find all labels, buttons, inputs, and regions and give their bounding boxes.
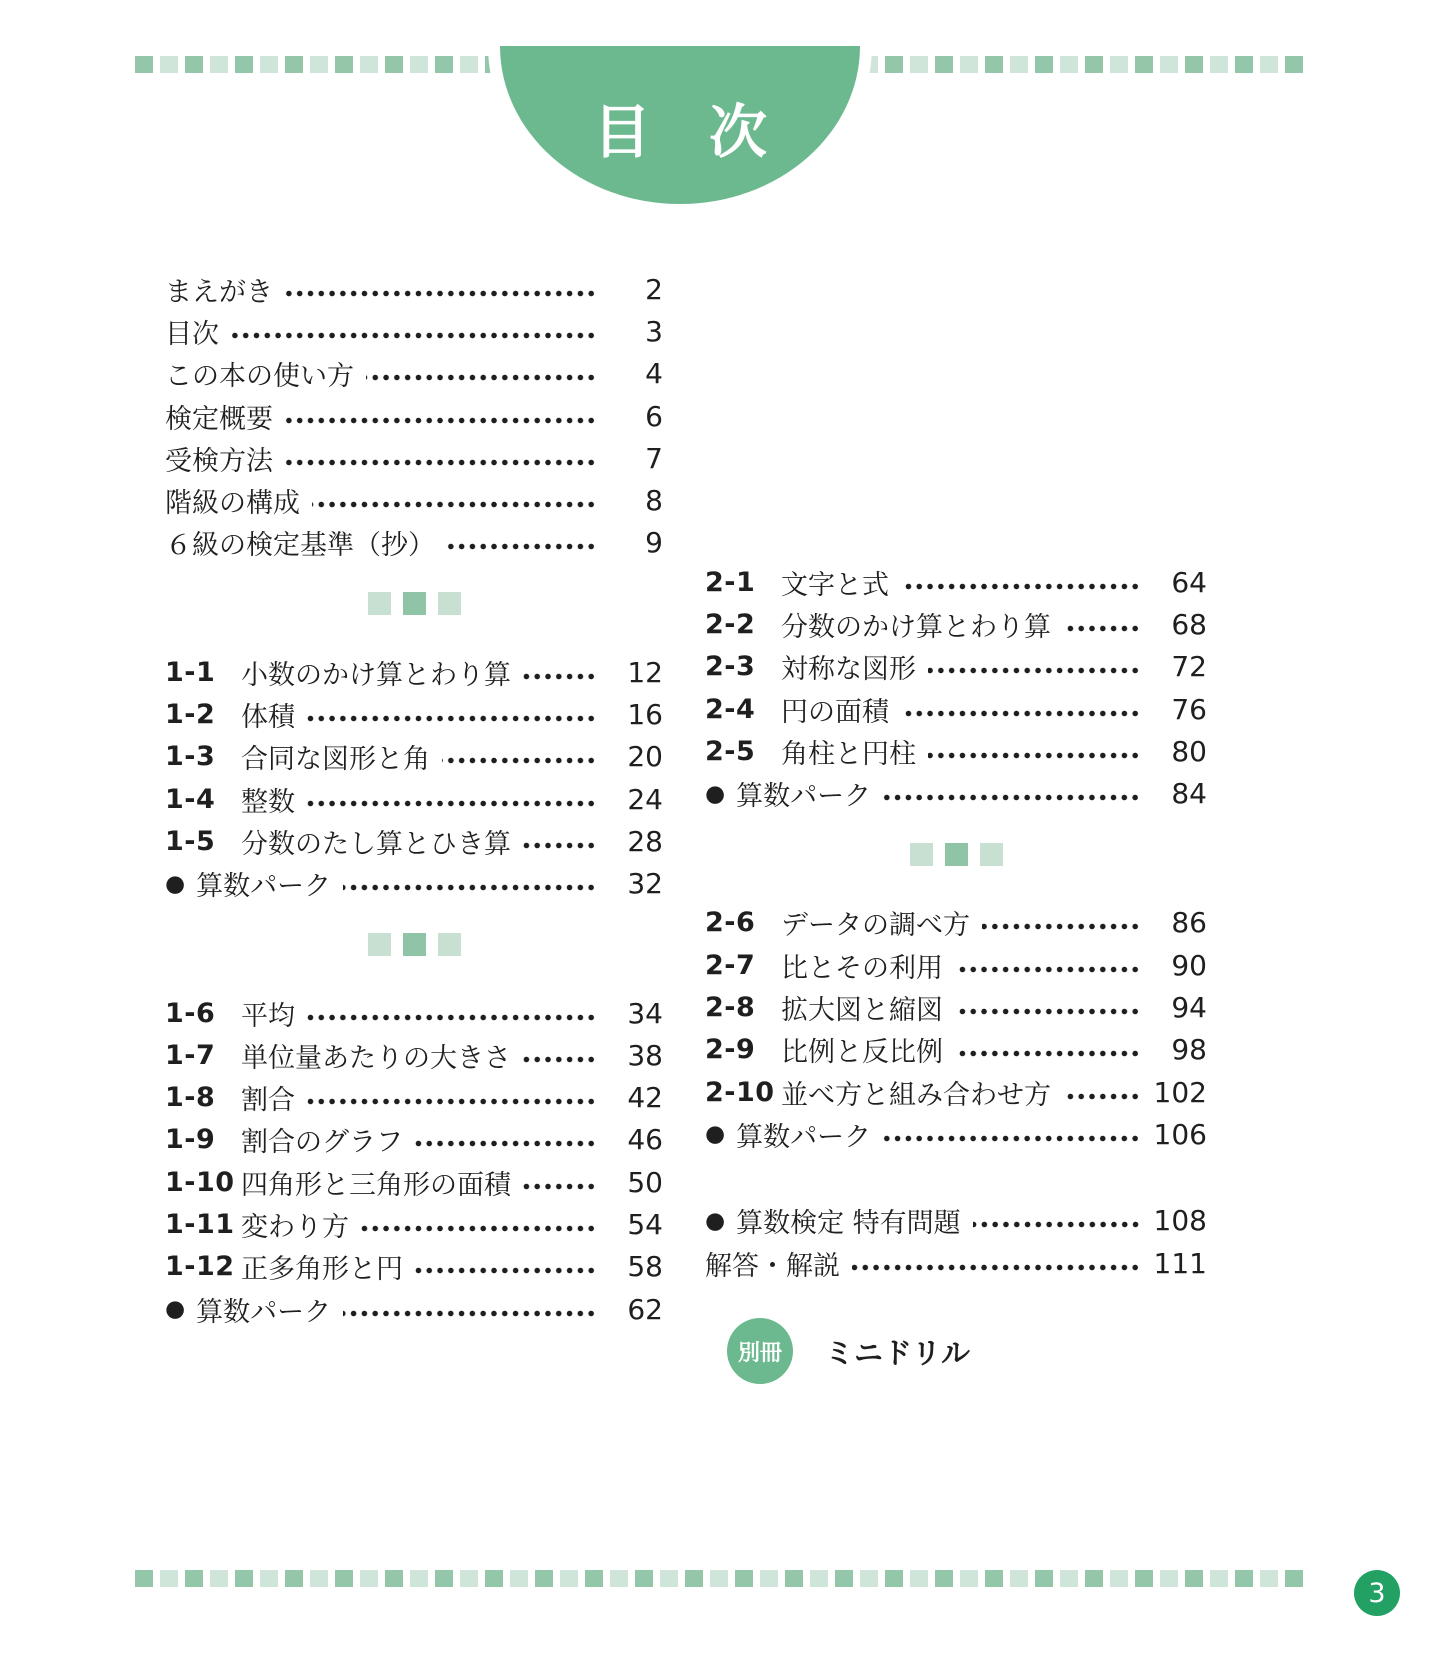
toc-entry-title: 円の面積: [781, 696, 889, 728]
toc-entry-page-number: 34: [627, 996, 663, 1030]
bullet-icon: ●: [165, 870, 186, 897]
chapter2-second-list: [705, 902, 1207, 1156]
separator-square-icon: [403, 592, 426, 615]
toc-entry-page-number: 42: [627, 1081, 663, 1115]
toc-entry: [705, 688, 1207, 730]
chapter1-first-list: [165, 651, 663, 905]
dotted-leader: [285, 290, 599, 297]
dotted-leader: [523, 842, 599, 849]
toc-entry-title: 並べ方と組み合わせ方: [781, 1079, 1051, 1111]
toc-entry-page-number: 76: [1171, 692, 1207, 726]
toc-entry-page-number: 46: [627, 1123, 663, 1157]
toc-entry-title: 算数パーク: [736, 781, 872, 813]
dotted-leader: [1063, 625, 1143, 632]
toc-entry: [165, 1246, 663, 1288]
bullet-icon: ●: [705, 1121, 726, 1148]
toc-entry-section-number: 1-10: [165, 1166, 235, 1198]
toc-entry-title: 対称な図形: [781, 654, 916, 686]
toc-entry: [705, 944, 1207, 986]
toc-entry: [165, 437, 663, 479]
bullet-icon: ●: [705, 780, 726, 807]
toc-entry: [705, 561, 1207, 603]
dotted-leader: [307, 800, 599, 807]
toc-entry-section-number: 2-10: [705, 1076, 775, 1108]
separator-square-icon: [910, 843, 933, 866]
dotted-leader: [312, 501, 599, 508]
toc-entry-title: ６級の検定基準（抄）: [165, 530, 435, 562]
toc-entry-page-number: 72: [1171, 650, 1207, 684]
toc-entry-page-number: 84: [1171, 777, 1207, 811]
dotted-leader: [231, 332, 599, 339]
page-number-badge: 3: [1354, 1570, 1400, 1616]
toc-entry-section-number: 2-9: [705, 1034, 756, 1066]
toc-entry: [165, 479, 663, 521]
toc-entry-page-number: 9: [645, 526, 663, 560]
toc-entry: [705, 1200, 1207, 1242]
toc-entry-page-number: 20: [627, 740, 663, 774]
dotted-leader: [447, 543, 599, 550]
toc-entry-page-number: 7: [645, 441, 663, 475]
toc-entry-section-number: 1-1: [165, 656, 216, 688]
dotted-leader: [1063, 1093, 1143, 1100]
toc-entry: [705, 1071, 1207, 1113]
dotted-leader: [415, 1140, 599, 1147]
toc-entry: [165, 353, 663, 395]
dotted-leader: [523, 1056, 599, 1063]
toc-entry-title: 算数パーク: [196, 871, 332, 903]
toc-entry: [705, 730, 1207, 772]
dotted-leader: [928, 667, 1143, 674]
toc-entry: [705, 1242, 1207, 1284]
toc-entry-section-number: 1-3: [165, 741, 216, 773]
chapter2-first-list: [705, 561, 1207, 815]
page-header-dome: [500, 46, 860, 204]
toc-entry-page-number: 38: [627, 1038, 663, 1072]
section-separator: [165, 933, 663, 956]
toc-entry-page-number: 6: [645, 399, 663, 433]
toc-entry-section-number: 1-12: [165, 1251, 235, 1283]
toc-entry-title: 正多角形と円: [241, 1254, 403, 1286]
toc-entry: [165, 268, 663, 310]
bottom-dashed-border: [135, 1570, 1310, 1587]
toc-entry-section-number: 2-6: [705, 907, 756, 939]
toc-entry-page-number: 8: [645, 484, 663, 518]
toc-entry-section-number: 1-9: [165, 1124, 216, 1156]
toc-entry-section-number: 2-2: [705, 608, 756, 640]
toc-entry-page-number: 2: [645, 272, 663, 306]
toc-entry-title: 変わり方: [241, 1211, 349, 1243]
toc-entry-page-number: 16: [627, 698, 663, 732]
page-title: 目 次: [592, 98, 767, 166]
toc-entry-page-number: 4: [645, 357, 663, 391]
separator-square-icon: [945, 843, 968, 866]
toc-entry-title: 分数のかけ算とわり算: [781, 611, 1051, 643]
separator-square-icon: [368, 933, 391, 956]
toc-entry: [165, 1119, 663, 1161]
dotted-leader: [901, 583, 1143, 590]
toc-entry: [165, 1161, 663, 1203]
toc-entry: [705, 902, 1207, 944]
toc-entry-title: 単位量あたりの大きさ: [241, 1042, 511, 1074]
dotted-leader: [523, 1183, 599, 1190]
dotted-leader: [883, 1135, 1143, 1142]
toc-entry-title: 算数検定 特有問題: [736, 1208, 961, 1240]
toc-entry-title: 割合: [241, 1085, 295, 1117]
extras-list: [705, 1200, 1207, 1285]
toc-entry-page-number: 111: [1153, 1246, 1207, 1280]
separator-square-icon: [403, 933, 426, 956]
chapter1-second-list: [165, 992, 663, 1330]
toc-entry: [165, 310, 663, 352]
toc-entry-title: 解答・解説: [705, 1250, 840, 1282]
toc-entry-page-number: 108: [1153, 1204, 1207, 1238]
toc-entry-page-number: 54: [627, 1207, 663, 1241]
dotted-leader: [955, 966, 1143, 973]
dotted-leader: [901, 710, 1143, 717]
appendix-row: [727, 1318, 1207, 1384]
toc-entry-page-number: 86: [1171, 906, 1207, 940]
dotted-leader: [366, 374, 599, 381]
toc-entry-section-number: 1-5: [165, 825, 216, 857]
toc-entry-title: 小数のかけ算とわり算: [241, 659, 511, 691]
toc-entry-page-number: 64: [1171, 565, 1207, 599]
toc-entry-title: 文字と式: [781, 569, 889, 601]
toc-entry-section-number: 1-2: [165, 699, 216, 731]
toc-entry-section-number: 2-8: [705, 992, 756, 1024]
toc-entry-page-number: 24: [627, 782, 663, 816]
toc-entry: [165, 1288, 663, 1330]
toc-entry: [705, 646, 1207, 688]
toc-entry-title: 体積: [241, 702, 295, 734]
toc-entry-page-number: 32: [627, 867, 663, 901]
toc-entry-section-number: 2-7: [705, 949, 756, 981]
dotted-leader: [982, 923, 1143, 930]
bullet-icon: ●: [165, 1296, 186, 1323]
dotted-leader: [285, 459, 599, 466]
dotted-leader: [852, 1264, 1143, 1271]
dotted-leader: [415, 1267, 599, 1274]
dotted-leader: [343, 884, 599, 891]
toc-entry: [165, 1034, 663, 1076]
toc-entry-section-number: 2-5: [705, 735, 756, 767]
toc-entry-section-number: 1-7: [165, 1039, 216, 1071]
toc-entry-section-number: 2-1: [705, 566, 756, 598]
toc-entry: [705, 772, 1207, 814]
toc-entry-page-number: 98: [1171, 1033, 1207, 1067]
toc-entry-section-number: 1-11: [165, 1208, 235, 1240]
dotted-leader: [285, 417, 599, 424]
separator-square-icon: [980, 843, 1003, 866]
toc-entry-section-number: 1-6: [165, 997, 216, 1029]
toc-entry-title: 平均: [241, 1000, 295, 1032]
toc-entry-title: 算数パーク: [736, 1121, 872, 1153]
dotted-leader: [973, 1221, 1143, 1228]
dotted-leader: [361, 1225, 599, 1232]
separator-square-icon: [368, 592, 391, 615]
toc-entry: [705, 986, 1207, 1028]
toc-entry-title: 算数パーク: [196, 1296, 332, 1328]
toc-entry: [705, 1029, 1207, 1071]
appendix-label: ミニドリル: [825, 1335, 971, 1370]
dotted-leader: [928, 752, 1143, 759]
toc-entry-page-number: 94: [1171, 991, 1207, 1025]
toc-entry-page-number: 102: [1153, 1075, 1207, 1109]
dotted-leader: [442, 757, 599, 764]
toc-entry: [165, 992, 663, 1034]
separator-square-icon: [438, 592, 461, 615]
toc-entry-page-number: 68: [1171, 607, 1207, 641]
separator-square-icon: [438, 933, 461, 956]
toc-entry-title: 割合のグラフ: [241, 1127, 403, 1159]
dotted-leader: [523, 673, 599, 680]
toc-entry-page-number: 3: [645, 314, 663, 348]
toc-entry-title: 目次: [165, 318, 219, 350]
toc-right-column: [705, 561, 1207, 1384]
toc-entry: [165, 395, 663, 437]
toc-entry-title: この本の使い方: [165, 361, 354, 393]
section-separator: [705, 843, 1207, 866]
dotted-leader: [307, 715, 599, 722]
toc-entry: [165, 736, 663, 778]
toc-entry: [165, 778, 663, 820]
section-separator: [165, 592, 663, 615]
toc-entry-title: 階級の構成: [165, 488, 300, 520]
toc-entry-page-number: 106: [1153, 1117, 1207, 1151]
toc-entry-page-number: 90: [1171, 948, 1207, 982]
toc-entry: [705, 1113, 1207, 1155]
toc-entry-title: 四角形と三角形の面積: [241, 1169, 511, 1201]
toc-entry-title: 比例と反比例: [781, 1037, 943, 1069]
dotted-leader: [955, 1050, 1143, 1057]
toc-entry-title: 分数のたし算とひき算: [241, 828, 511, 860]
toc-entry-page-number: 58: [627, 1250, 663, 1284]
toc-entry-page-number: 50: [627, 1165, 663, 1199]
toc-entry-title: データの調べ方: [781, 910, 970, 942]
toc-entry: [165, 863, 663, 905]
toc-entry: [165, 651, 663, 693]
toc-entry-title: 整数: [241, 786, 295, 818]
toc-entry-title: 検定概要: [165, 403, 273, 435]
dotted-leader: [307, 1014, 599, 1021]
toc-entry: [165, 693, 663, 735]
toc-entry-title: 合同な図形と角: [241, 744, 430, 776]
toc-entry-section-number: 1-8: [165, 1082, 216, 1114]
toc-entry: [165, 1203, 663, 1245]
toc-entry-title: 受検方法: [165, 445, 273, 477]
separate-volume-badge: 別冊: [727, 1318, 793, 1384]
toc-entry-page-number: 80: [1171, 734, 1207, 768]
toc-entry-page-number: 28: [627, 824, 663, 858]
toc-entry-section-number: 1-4: [165, 783, 216, 815]
toc-entry-title: 比とその利用: [781, 952, 943, 984]
toc-entry-title: まえがき: [165, 276, 273, 308]
toc-entry: [165, 522, 663, 564]
toc-entry-section-number: 2-4: [705, 693, 756, 725]
dotted-leader: [343, 1310, 599, 1317]
bullet-icon: ●: [705, 1207, 726, 1234]
front-matter-list: [165, 268, 663, 564]
toc-entry: [705, 603, 1207, 645]
toc-left-column: [165, 268, 663, 1330]
toc-entry-page-number: 12: [627, 655, 663, 689]
dotted-leader: [883, 794, 1143, 801]
dotted-leader: [307, 1098, 599, 1105]
toc-entry: [165, 820, 663, 862]
toc-entry-page-number: 62: [627, 1292, 663, 1326]
toc-entry-title: 角柱と円柱: [781, 738, 916, 770]
toc-entry-title: 拡大図と縮図: [781, 995, 943, 1027]
toc-entry-section-number: 2-3: [705, 651, 756, 683]
toc-entry: [165, 1076, 663, 1118]
dotted-leader: [955, 1008, 1143, 1015]
